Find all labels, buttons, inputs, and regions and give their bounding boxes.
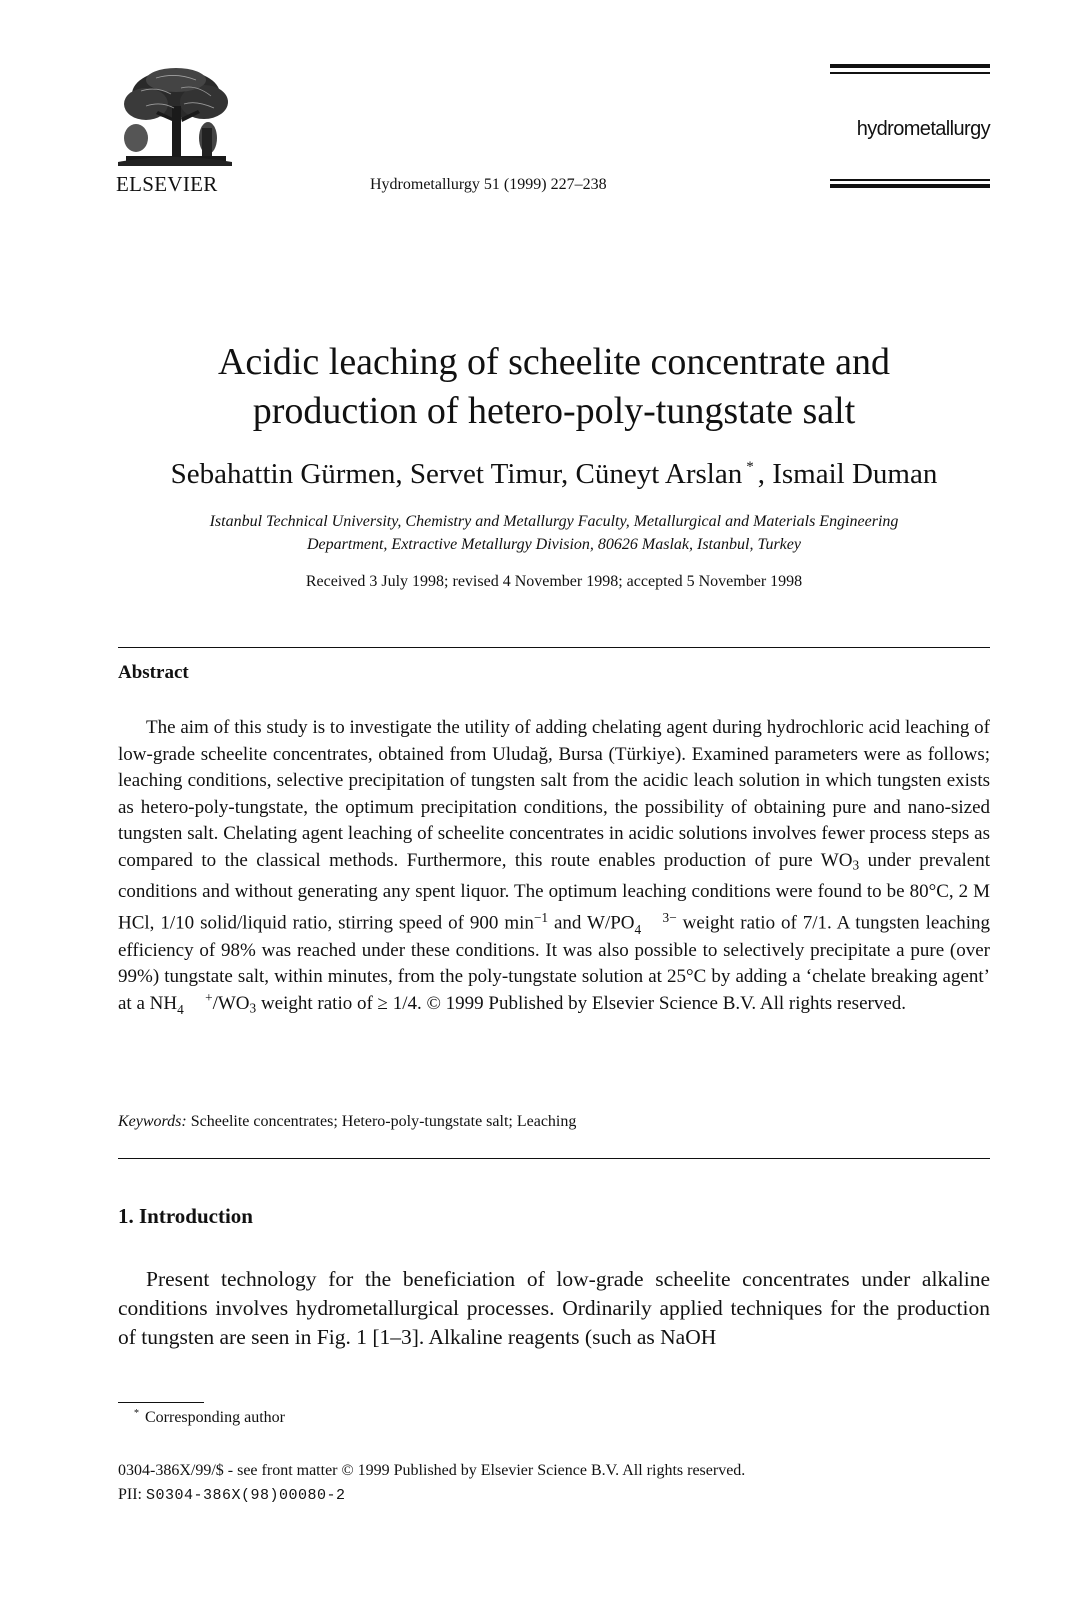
nh4-charge bbox=[177, 989, 213, 1017]
keywords bbox=[118, 1113, 990, 1131]
introduction-paragraph: Present technology for the beneficiation of low-grade scheelite concentrates under alkaline conditions involves hydrometallurgical processes. Ordinarily applied techniques for the production of tungsten are seen in Fig. 1 [1–3]. Alkaline reagents (such as NaOH bbox=[118, 1267, 990, 1349]
affiliation bbox=[118, 510, 990, 556]
min-exponent: −1 bbox=[533, 910, 549, 926]
authors-part-2: , Ismail Duman bbox=[757, 458, 938, 490]
abstract-body bbox=[118, 715, 990, 1022]
publisher-name: ELSEVIER bbox=[116, 172, 218, 196]
wo3-subscript-2: 3 bbox=[249, 1000, 257, 1016]
abstract-text-3: and W/PO bbox=[548, 913, 635, 935]
footnote-mark: * bbox=[134, 1408, 139, 1419]
header-rule-top-thin bbox=[830, 72, 990, 74]
corresponding-author-mark: * bbox=[746, 459, 754, 475]
pii-label: PII: bbox=[118, 1486, 146, 1503]
title-line-1: Acidic leaching of scheelite concentrate and bbox=[217, 341, 891, 383]
affiliation-line-2: Department, Extractive Metallurgy Division, 80626 Maslak, Istanbul, Turkey bbox=[307, 536, 801, 553]
received-dates: Received 3 July 1998; revised 4 November 1998; accepted 5 November 1998 bbox=[305, 573, 803, 590]
elsevier-tree-logo-icon bbox=[116, 66, 234, 168]
title-line-2: production of hetero-poly-tungstate salt bbox=[252, 390, 856, 432]
divider-bottom bbox=[118, 1158, 990, 1159]
wo3-subscript: 3 bbox=[852, 857, 860, 873]
pii-line bbox=[118, 1486, 346, 1504]
po4-charge bbox=[634, 909, 677, 937]
abstract-heading: Abstract bbox=[118, 662, 189, 683]
divider-top bbox=[118, 647, 990, 648]
header-rule-bottom bbox=[830, 184, 990, 188]
abstract-text-2: under prevalent conditions and without generating any spent liquor. The optimum leaching conditions were found to be 80°C, 2 M HCl, 1/10 solid/liquid ratio, stirring speed of 900 min bbox=[118, 849, 990, 935]
abstract-text-4: weight ratio of 7/1. A tungsten leaching efficiency of 98% was reached under these conditions. It was also possible to selectively precipitate a pure (over 99%) tungstate salt, within minutes, from the poly-tungstate solution at 25°C by adding a ‘chelate breaking agent’ at a NH bbox=[118, 913, 990, 1014]
abstract-text-1: The aim of this study is to investigate the utility of adding chelating agent during hydrochloric acid leaching of low-grade scheelite concentrates, obtained from Uludağ, Bursa (Türkiye). Examined parameters were as follows; leaching conditions, selective precipitation of tungsten salt from the acidic leach solution in which tungsten exists as hetero-poly-tungstate, the optimum precipitation conditions, the possibility of obtaining pure and nano-sized tungsten salt. Chelating agent leaching of scheelite concentrates in acidic solutions involves fewer process steps as compared to the classical methods. Furthermore, this route enables production of pure WO bbox=[118, 717, 990, 871]
footnote-rule bbox=[118, 1402, 204, 1403]
keywords-label: Keywords: bbox=[118, 1113, 187, 1130]
introduction-body bbox=[118, 1265, 990, 1352]
author-list bbox=[110, 458, 998, 491]
journal-name: hydrometallurgy bbox=[856, 118, 990, 140]
keywords-text: Scheelite concentrates; Hetero-poly-tungstate salt; Leaching bbox=[186, 1113, 577, 1130]
pii-value: S0304-386X(98)00080-2 bbox=[146, 1487, 346, 1504]
issn-line: 0304-386X/99/$ - see front matter © 1999 Published by Elsevier Science B.V. All rights reserved. bbox=[118, 1462, 746, 1479]
affiliation-line-1: Istanbul Technical University, Chemistry and Metallurgy Faculty, Metallurgical and Materials Engineering bbox=[209, 513, 899, 530]
footnote bbox=[134, 1408, 285, 1427]
abstract-text-5: /WO bbox=[212, 992, 250, 1014]
abstract-paragraph bbox=[118, 715, 990, 1022]
nh4-subscript: 4 bbox=[177, 1001, 184, 1017]
footnote-text: Corresponding author bbox=[145, 1409, 285, 1426]
po4-subscript: 4 bbox=[634, 921, 642, 937]
section-heading-introduction: 1. Introduction bbox=[118, 1204, 253, 1228]
authors-part-1: Sebahattin Gürmen, Servet Timur, Cüneyt Arslan bbox=[170, 458, 743, 490]
paper-title bbox=[120, 338, 988, 436]
header-rule-bottom-thin bbox=[830, 179, 990, 181]
nh4-superscript: + bbox=[205, 989, 213, 1005]
abstract-text-6: weight ratio of ≥ 1/4. © 1999 Published by Elsevier Science B.V. All rights reserved. bbox=[256, 992, 907, 1014]
header-rule-top bbox=[830, 64, 990, 68]
journal-citation: Hydrometallurgy 51 (1999) 227–238 bbox=[370, 176, 607, 193]
po4-superscript: 3− bbox=[662, 909, 677, 925]
